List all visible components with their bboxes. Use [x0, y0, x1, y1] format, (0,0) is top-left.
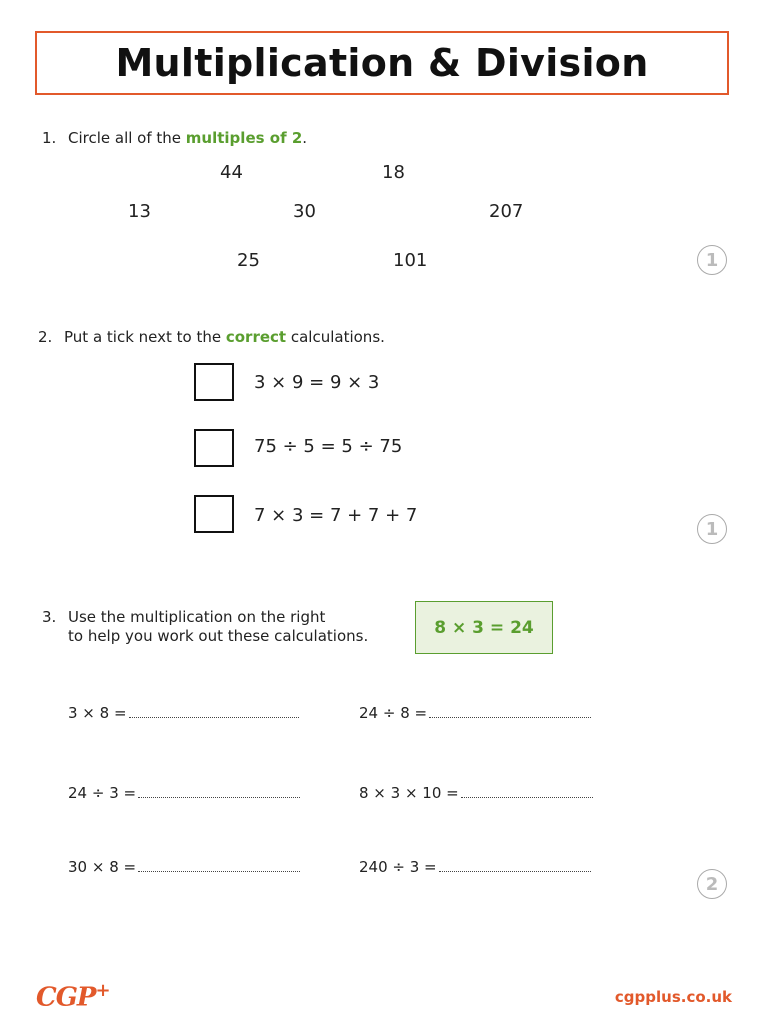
equation-row: [68, 784, 300, 802]
equation-text: 8 × 3 × 10 =: [359, 784, 459, 802]
question-2-text: Put a tick next to the: [64, 328, 226, 346]
answer-line[interactable]: [129, 705, 299, 718]
number-option[interactable]: 13: [128, 201, 151, 222]
hint-box: 8 × 3 = 24: [415, 601, 553, 654]
question-1-prompt: [42, 129, 307, 147]
equation-row: [359, 784, 593, 802]
equation-row: [68, 858, 300, 876]
question-1-text: Circle all of the: [68, 129, 186, 147]
marks-badge: 2: [697, 869, 727, 899]
cgp-logo: [36, 980, 110, 1013]
question-2-prompt: [38, 328, 385, 346]
equation-text: 240 ÷ 3 =: [359, 858, 437, 876]
answer-line[interactable]: [138, 785, 300, 798]
title-box: [35, 31, 729, 95]
answer-line[interactable]: [439, 859, 591, 872]
equation-row: [68, 704, 299, 722]
equation-text: 24 ÷ 8 =: [359, 704, 428, 722]
calculation-text: 75 ÷ 5 = 5 ÷ 75: [254, 436, 403, 457]
equation-text: 24 ÷ 3 =: [68, 784, 137, 802]
logo-text: CGP: [36, 982, 96, 1013]
marks-badge: 1: [697, 245, 727, 275]
equation-row: [359, 704, 591, 722]
number-option[interactable]: 30: [293, 201, 316, 222]
question-2-number: 2.: [38, 328, 53, 346]
website-link[interactable]: cgpplus.co.uk: [614, 988, 732, 1006]
tick-checkbox[interactable]: [194, 495, 234, 533]
number-option[interactable]: 44: [220, 162, 243, 183]
tick-checkbox[interactable]: [194, 429, 234, 467]
tick-checkbox[interactable]: [194, 363, 234, 401]
question-2-highlight: correct: [225, 328, 287, 346]
answer-line[interactable]: [429, 705, 591, 718]
number-option[interactable]: 25: [237, 250, 260, 271]
number-option[interactable]: 101: [393, 250, 428, 271]
logo-plus: +: [95, 980, 110, 1001]
number-option[interactable]: 18: [382, 162, 405, 183]
question-1-text-end: .: [302, 129, 308, 147]
calculation-text: 3 × 9 = 9 × 3: [254, 372, 380, 393]
question-3-number: 3.: [42, 608, 57, 626]
question-2-text-end: calculations.: [286, 328, 385, 346]
page-title: Multiplication & Division: [115, 41, 649, 85]
question-3-prompt: [42, 608, 325, 626]
equation-row: [359, 858, 591, 876]
number-option[interactable]: 207: [489, 201, 524, 222]
question-1-highlight: multiples of 2: [185, 129, 303, 147]
calculation-text: 7 × 3 = 7 + 7 + 7: [254, 505, 418, 526]
marks-badge: 1: [697, 514, 727, 544]
answer-line[interactable]: [138, 859, 300, 872]
equation-text: 3 × 8 =: [68, 704, 127, 722]
question-1-number: 1.: [42, 129, 57, 147]
equation-text: 30 × 8 =: [68, 858, 137, 876]
answer-line[interactable]: [461, 785, 593, 798]
question-3-line-2: to help you work out these calculations.: [68, 627, 369, 645]
question-3-line-1: Use the multiplication on the right: [68, 608, 326, 626]
